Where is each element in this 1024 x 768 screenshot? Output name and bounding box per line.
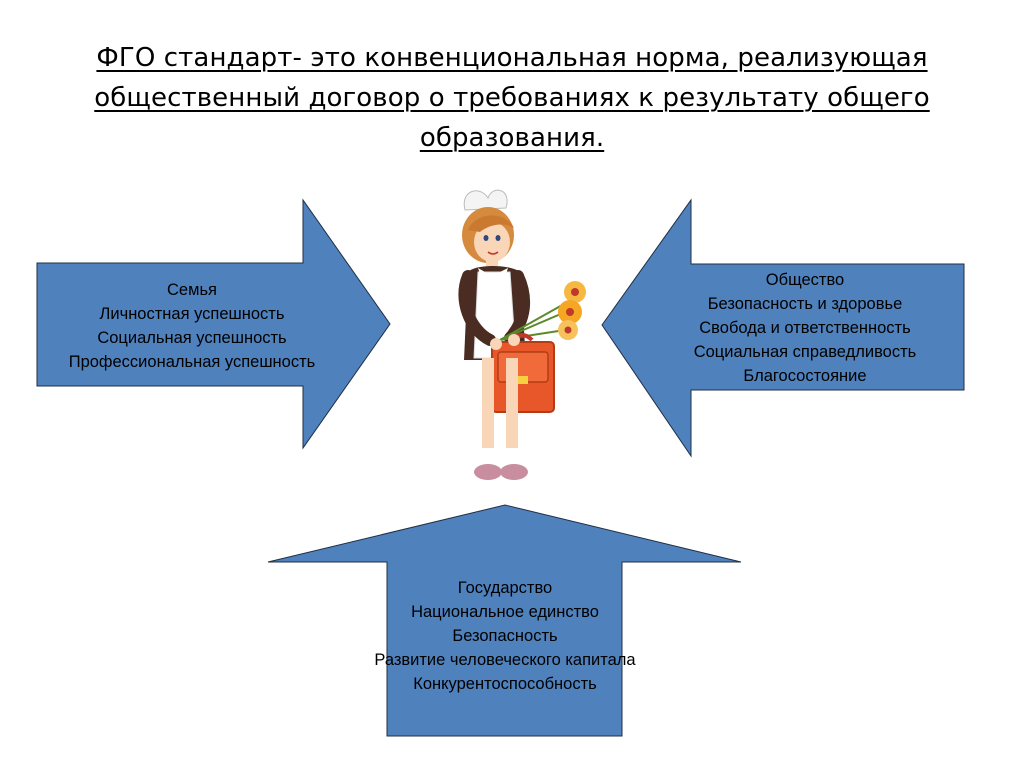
right-arrow-line: Благосостояние	[743, 367, 867, 385]
bottom-arrow-text	[320, 576, 690, 696]
right-arrow-line: Свобода и ответственность	[699, 319, 911, 337]
bottom-arrow-line: Национальное единство	[411, 603, 599, 621]
schoolgirl-icon	[430, 180, 600, 500]
bottom-arrow-line: Развитие человеческого капитала	[374, 651, 636, 669]
bottom-arrow-line: Безопасность	[452, 627, 558, 645]
left-arrow-line: Социальная успешность	[97, 329, 287, 347]
bottom-arrow-line: Конкурентоспособность	[413, 675, 597, 693]
flower-icon	[558, 281, 586, 340]
left-arrow-line: Семья	[167, 281, 217, 299]
left-arrow-text	[37, 278, 347, 374]
left-arrow-line: Личностная успешность	[99, 305, 285, 323]
right-arrow-text	[655, 268, 955, 388]
slide-title: ФГО стандарт- это конвенциональная норма, реализующая общественный договор о требованиях к результату общего образования.	[94, 43, 930, 153]
right-arrow-line: Общество	[765, 271, 845, 289]
bottom-arrow-line: Государство	[457, 579, 553, 597]
left-arrow-line: Профессиональная успешность	[68, 353, 316, 371]
right-arrow-line: Безопасность и здоровье	[707, 295, 903, 313]
right-arrow-line: Социальная справедливость	[693, 343, 917, 361]
